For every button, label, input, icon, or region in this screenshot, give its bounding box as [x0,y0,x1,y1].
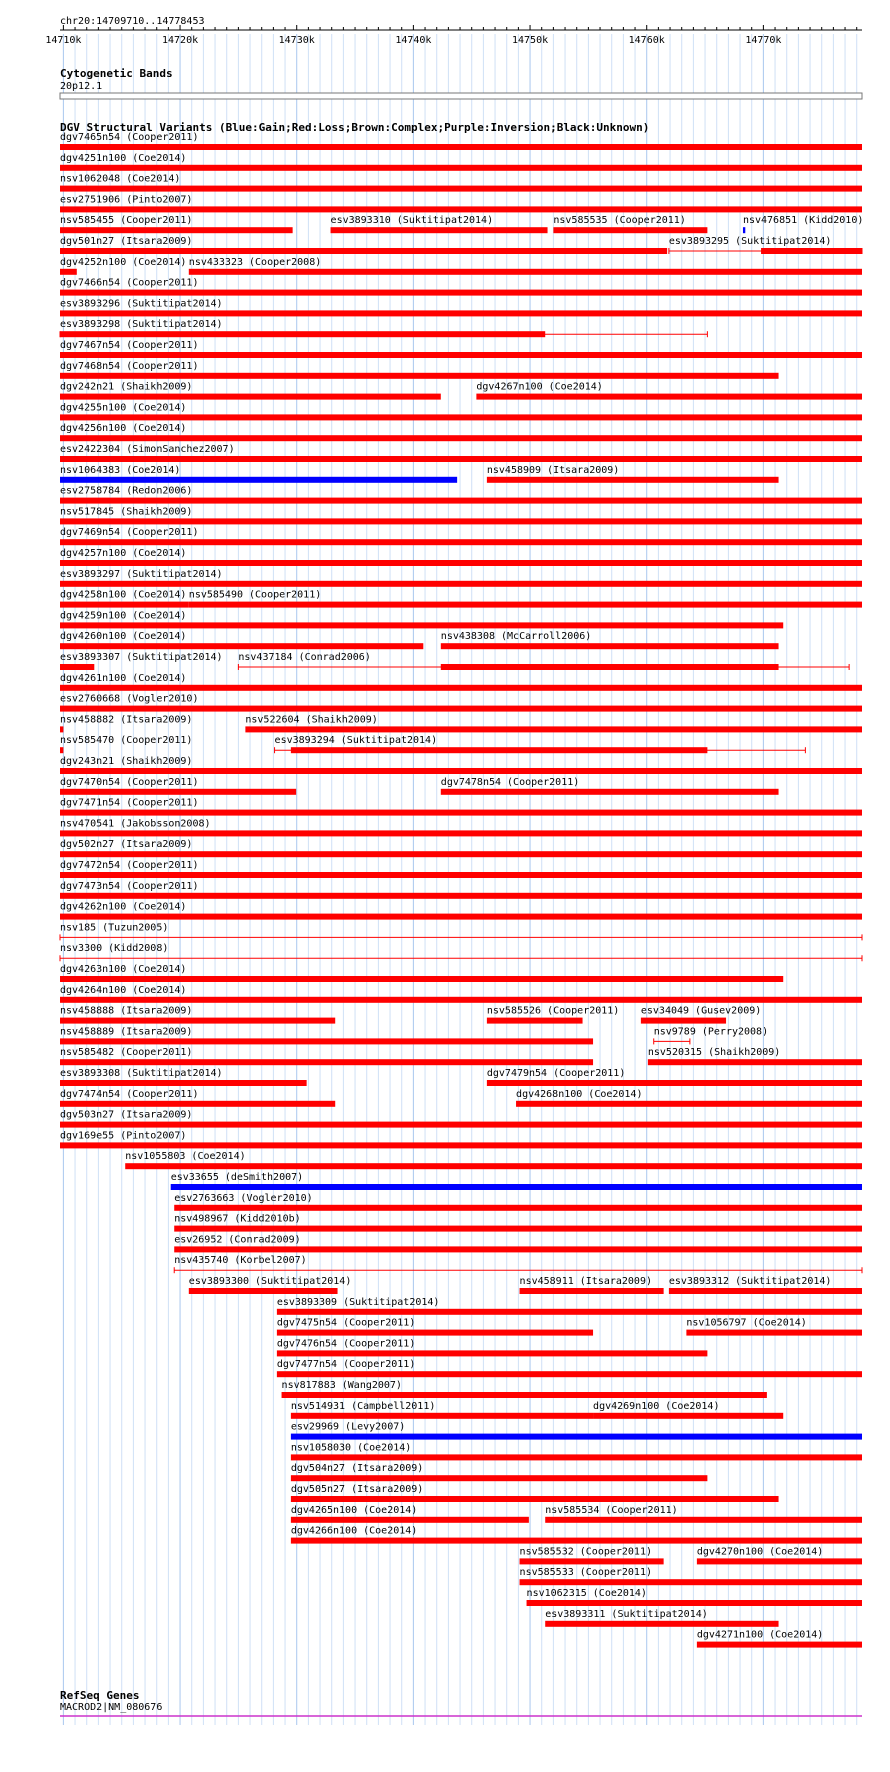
variant-label: dgv169e55 (Pinto2007) [60,1130,187,1142]
variant-label: esv3893308 (Suktitipat2014) [60,1068,223,1079]
variant-label: nsv1058030 (Coe2014) [290,1442,412,1454]
variant-label: dgv7479n54 (Cooper2011) [486,1068,626,1079]
variant-bar [441,664,779,670]
variant-bar [60,414,862,420]
variant-label: dgv504n27 (Itsara2009) [290,1463,424,1475]
ruler-tick-label: 14750k [511,35,549,46]
variant-label: dgv4268n100 (Coe2014) [516,1088,643,1100]
variant-bar [60,726,63,732]
variant-label: dgv4264n100 (Coe2014) [60,984,187,996]
variant-bar [487,1018,583,1024]
variant-label: esv3893295 (Suktitipat2014) [668,236,832,247]
variant-bar [60,456,862,462]
variant-label: nsv517845 (Shaikh2009) [60,506,193,518]
variant-label: nsv1055803 (Coe2014) [125,1151,246,1163]
variant-bar [277,1371,862,1377]
variant-bar [60,394,441,400]
variant-label: dgv7476n54 (Cooper2011) [276,1338,416,1350]
variant-label: dgv503n27 (Itsara2009) [60,1109,193,1121]
variant-label: nsv585535 (Cooper2011) [553,215,686,227]
variant-label: dgv7474n54 (Cooper2011) [60,1088,199,1100]
variant-bar [245,726,862,732]
variant-bar [60,248,667,254]
variant-label: nsv1064383 (Coe2014) [60,464,181,476]
variant-label: dgv4265n100 (Coe2014) [290,1504,418,1516]
variant-bar [291,747,707,753]
variant-bar [60,1080,307,1086]
variant-bar [686,1330,862,1336]
variant-label: esv3893294 (Suktitipat2014) [274,735,438,747]
variant-bar [291,1413,593,1419]
refseq-track-title: RefSeq Genes [60,1689,140,1702]
variant-bar [60,622,783,628]
variant-bar [60,165,862,171]
variant-label: nsv437184 (Conrad2006) [238,652,371,663]
variant-label: esv3893298 (Suktitipat2014) [60,319,223,331]
variant-bar [60,144,862,150]
variant-bar [641,1018,726,1024]
variant-label: dgv502n27 (Itsara2009) [60,839,193,851]
variant-bar [60,435,862,441]
variant-bar [441,643,779,649]
variant-bar [761,248,862,254]
variant-label: nsv435740 (Korbel2007) [174,1255,307,1267]
variant-bar [189,269,862,275]
variant-bar [60,290,862,296]
variant-bar [553,227,707,233]
variant-bar [125,1163,862,1169]
ruler-tick-label: 14740k [395,35,432,46]
variant-label: nsv185 (Tuzun2005) [60,922,169,934]
variant-label: nsv1056797 (Coe2014) [686,1317,807,1329]
variant-label: esv2422304 (SimonSanchez2007) [60,444,235,455]
variant-label: nsv498967 (Kidd2010b) [174,1213,301,1225]
variant-bar [60,664,94,670]
variant-label: esv33655 (deSmith2007) [170,1172,304,1183]
variant-label: dgv4271n100 (Coe2014) [696,1629,824,1641]
variant-label: dgv505n27 (Itsara2009) [290,1484,424,1495]
variant-bar [60,1142,862,1148]
variant-label: dgv4257n100 (Coe2014) [60,548,187,559]
variant-label: nsv585526 (Cooper2011) [486,1005,620,1017]
variant-bar [60,206,862,212]
variant-bar [291,1475,707,1481]
variant-label: nsv1062315 (Coe2014) [526,1588,647,1599]
variant-label: nsv438308 (McCarroll2006) [440,631,592,643]
ruler-tick-label: 14730k [278,35,315,46]
variant-bar [291,1496,779,1502]
variant-bar [697,1642,862,1648]
variant-label: dgv4262n100 (Coe2014) [60,901,187,913]
variant-bar [60,581,862,587]
variant-label: esv3893312 (Suktitipat2014) [668,1276,832,1287]
variant-bar [669,1288,862,1294]
variant-bar [60,789,296,795]
variant-label: dgv7473n54 (Cooper2011) [60,880,199,892]
variant-label: dgv4251n100 (Coe2014) [60,152,187,164]
variant-label: dgv7468n54 (Cooper2011) [60,360,199,372]
variant-bar [60,685,862,691]
variant-label: dgv4259n100 (Coe2014) [60,610,187,622]
variant-label: dgv4263n100 (Coe2014) [60,964,187,975]
variant-bar [60,477,457,483]
variant-bar [60,373,779,379]
variant-label: nsv458909 (Itsara2009) [486,464,620,476]
variant-bar [545,1621,778,1627]
variant-bar [60,706,862,712]
variant-bar [593,1413,783,1419]
variant-bar [277,1350,707,1356]
refseq-gene-label: MACROD2|NM_080676 [60,1702,163,1713]
variant-label: esv26952 (Conrad2009) [174,1234,301,1246]
variant-label: nsv522604 (Shaikh2009) [245,714,378,726]
variant-label: esv3893310 (Suktitipat2014) [330,215,494,227]
variant-bar [60,518,862,524]
variant-bar [60,539,862,545]
variant-label: esv2760668 (Vogler2010) [60,693,199,705]
variant-label: dgv7477n54 (Cooper2011) [276,1359,416,1371]
variant-bar [60,1038,593,1044]
coordinate-ruler [45,16,862,46]
variant-label: dgv7466n54 (Cooper2011) [60,277,199,289]
variant-label: dgv4256n100 (Coe2014) [60,423,187,435]
variant-bar [60,872,862,878]
variant-label: dgv243n21 (Shaikh2009) [60,756,193,767]
variant-label: dgv4267n100 (Coe2014) [476,381,603,393]
variant-bar [60,747,63,753]
variant-label: nsv458888 (Itsara2009) [60,1005,193,1017]
variant-bar [60,1018,335,1024]
variant-label: esv3893307 (Suktitipat2014) [60,652,223,663]
variant-bar [60,893,862,899]
variant-bar [487,477,779,483]
variant-bar [174,1205,862,1211]
cytoband-label: 20p12.1 [60,81,103,92]
variant-label: nsv433323 (Cooper2008) [188,256,322,268]
variant-label: dgv7472n54 (Cooper2011) [60,860,199,871]
variant-bar [60,186,862,192]
variant-label: nsv585470 (Cooper2011) [60,735,193,747]
variant-bar [743,227,745,233]
variant-bar [291,1434,862,1440]
variant-bar [60,1059,593,1065]
variant-label: esv3893296 (Suktitipat2014) [60,298,223,310]
variant-bar [277,1330,593,1336]
variant-label: nsv458882 (Itsara2009) [60,714,193,726]
variant-bar [291,1517,529,1523]
variant-label: dgv4252n100 (Coe2014) [60,256,187,268]
variant-bar [171,1184,862,1190]
variant-label: nsv585455 (Cooper2011) [60,215,193,227]
ruler-tick-label: 14720k [161,35,199,46]
variant-label: dgv4258n100 (Coe2014) [60,589,187,601]
cytoband-track-title: Cytogenetic Bands [60,67,173,80]
variant-label: dgv7465n54 (Cooper2011) [60,132,199,143]
variant-label: nsv1062048 (Coe2014) [60,173,181,185]
variant-label: dgv7469n54 (Cooper2011) [60,527,199,539]
variant-bar [60,976,783,982]
variant-label: dgv7467n54 (Cooper2011) [60,340,199,351]
variant-bar [648,1059,862,1065]
variant-label: nsv585533 (Cooper2011) [519,1567,653,1579]
variant-bar [60,352,862,358]
variant-label: nsv514931 (Campbell2011) [290,1400,436,1412]
variant-bar [520,1558,664,1564]
variant-bar [520,1288,664,1294]
variant-bar [476,394,862,400]
variant-label: nsv585534 (Cooper2011) [545,1504,678,1516]
variant-bar [60,1101,335,1107]
variant-label: nsv470541 (Jakobsson2008) [60,818,211,830]
variant-label: dgv242n21 (Shaikh2009) [60,381,193,393]
variant-label: dgv7478n54 (Cooper2011) [440,776,580,788]
variant-label: nsv817883 (Wang2007) [281,1380,402,1391]
variant-bar [60,227,293,233]
variant-label: dgv4260n100 (Coe2014) [60,631,187,643]
ruler-tick-label: 14760k [628,35,665,46]
variant-label: nsv3300 (Kidd2008) [60,943,169,955]
variant-label: dgv4261n100 (Coe2014) [60,672,187,684]
variant-label: esv2751906 (Pinto2007) [60,194,193,206]
variant-bar [60,269,77,275]
variant-bar [60,810,862,816]
variant-bar [277,1309,862,1315]
variant-label: esv2758784 (Redon2006) [60,485,193,497]
variant-label: nsv476851 (Kidd2010) [742,215,864,227]
variant-bar [282,1392,767,1398]
variant-label: dgv501n27 (Itsara2009) [60,236,193,247]
variant-label: esv3893297 (Suktitipat2014) [60,568,223,580]
variant-label: nsv9789 (Perry2008) [653,1026,769,1038]
variant-label: dgv4266n100 (Coe2014) [290,1525,418,1537]
variant-label: esv2763663 (Vogler2010) [174,1192,313,1204]
variant-bar [60,830,862,836]
variant-bar [520,1579,862,1585]
variant-label: dgv7475n54 (Cooper2011) [276,1317,416,1329]
variant-label: esv3893311 (Suktitipat2014) [545,1608,708,1620]
variant-bar [60,602,189,608]
variant-label: dgv7471n54 (Cooper2011) [60,797,199,809]
variant-label: esv29969 (Levy2007) [290,1421,406,1433]
variant-label: nsv585532 (Cooper2011) [519,1546,653,1558]
variant-bar [60,331,545,337]
cytoband-bar [60,93,862,99]
dgv-track-title: DGV Structural Variants (Blue:Gain;Red:Loss;Brown:Complex;Purple:Inversion;Black:Unknown) [60,121,650,134]
variant-bar [174,1226,862,1232]
variant-label: nsv585482 (Cooper2011) [60,1047,193,1059]
variant-label: dgv4270n100 (Coe2014) [696,1546,824,1558]
variant-bar [189,602,862,608]
variant-bar [60,643,423,649]
variant-bar [697,1558,862,1564]
ruler-tick-label: 14710k [45,35,82,46]
variant-label: nsv520315 (Shaikh2009) [647,1047,781,1059]
variant-bar [331,227,548,233]
variant-label: esv3893309 (Suktitipat2014) [276,1296,440,1308]
variant-bar [291,1454,862,1460]
ruler-tick-label: 14770k [745,35,782,46]
variant-bar [60,498,862,504]
variant-bar [441,789,779,795]
position-label: chr20:14709710..14778453 [60,16,205,27]
variant-bar [60,768,862,774]
variant-bar [174,1246,862,1252]
variant-bar [60,1122,862,1128]
variant-label: dgv4269n100 (Coe2014) [593,1400,720,1412]
variant-bar [60,851,862,857]
variant-bar [60,914,862,920]
variant-bar [487,1080,862,1086]
variant-label: nsv458911 (Itsara2009) [519,1276,653,1287]
variant-bar [60,310,862,316]
variant-bar [60,560,862,566]
variant-bar [189,1288,338,1294]
variant-label: esv3893300 (Suktitipat2014) [188,1276,352,1287]
variant-label: nsv458889 (Itsara2009) [60,1026,193,1038]
variant-bar [291,1538,862,1544]
variant-bar [527,1600,862,1606]
variant-label: dgv4255n100 (Coe2014) [60,402,187,414]
variant-bar [60,997,862,1003]
variant-label: nsv585490 (Cooper2011) [188,589,322,601]
variant-bar [545,1517,862,1523]
variant-label: esv34049 (Gusev2009) [640,1005,762,1017]
variant-label: dgv7470n54 (Cooper2011) [60,776,199,788]
variant-bar [516,1101,862,1107]
